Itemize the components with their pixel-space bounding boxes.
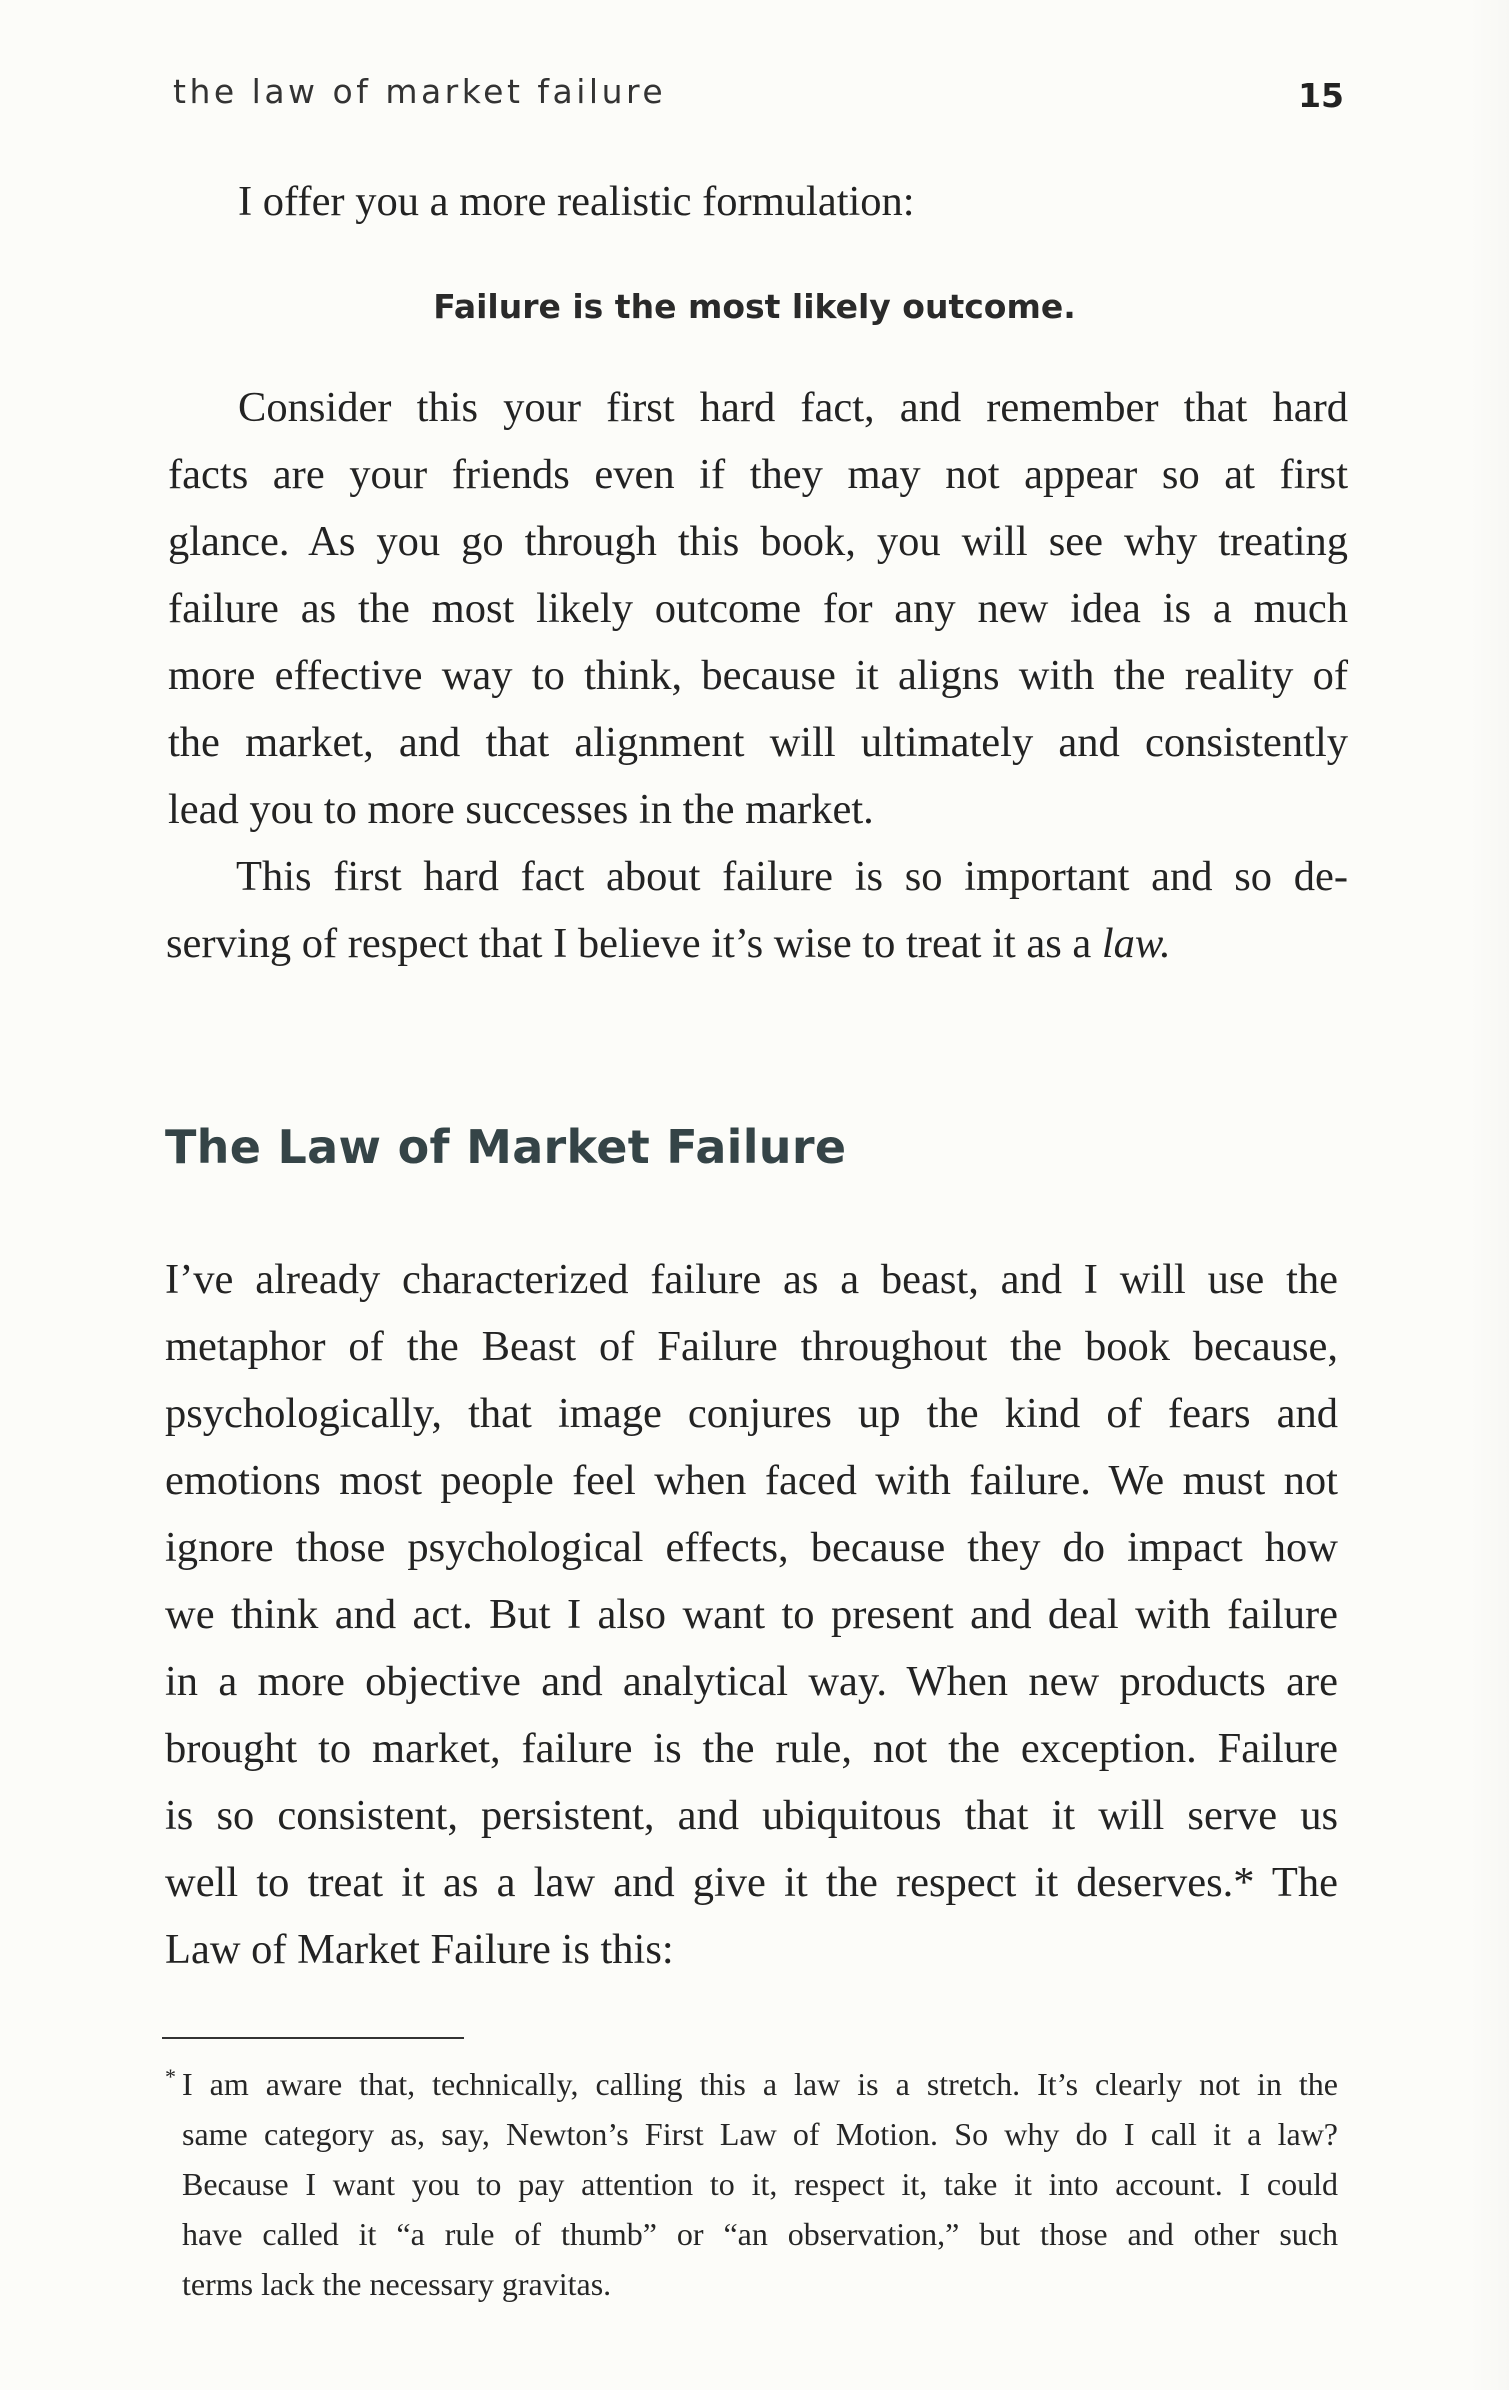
footnote-line: have called it “a rule of thumb” or “an observation,” but those and other such [182, 2216, 1338, 2252]
footnote-marker-line [165, 2064, 176, 2100]
paragraph-1-line: failure as the most likely outcome for any new idea is a much [168, 585, 1348, 632]
footnote-line: terms lack the necessary gravitas. [182, 2266, 612, 2302]
paragraph-2-line [166, 920, 1171, 967]
paragraph-3-line: is so consistent, persistent, and ubiquitous that it will serve us [165, 1792, 1338, 1839]
intro-line: I offer you a more realistic formulation: [238, 178, 915, 225]
paragraph-2-text: serving of respect that I believe it’s wise to treat it as a [166, 920, 1092, 967]
page-edge-shade [1469, 0, 1509, 2390]
paragraph-3-line: ignore those psychological effects, because they do impact how [165, 1524, 1338, 1571]
paragraph-3-line: psychologically, that image conjures up the kind of fears and [165, 1390, 1338, 1437]
section-heading: The Law of Market Failure [165, 1120, 847, 1174]
paragraph-3-line: emotions most people feel when faced with failure. We must not [165, 1457, 1338, 1504]
paragraph-1-line: the market, and that alignment will ultimately and consistently [168, 719, 1348, 766]
footnote-line: same category as, say, Newton’s First Law of Motion. So why do I call it a law? [182, 2116, 1338, 2152]
paragraph-3-line: I’ve already characterized failure as a beast, and I will use the [165, 1256, 1338, 1303]
paragraph-2-italic-word: law. [1101, 920, 1171, 967]
footnote-marker: * [165, 2064, 176, 2089]
paragraph-3-line: in a more objective and analytical way. When new products are [165, 1658, 1338, 1705]
paragraph-3-line: well to treat it as a law and give it the respect it deserves.* The [165, 1859, 1338, 1906]
page-number: 15 [1298, 76, 1344, 115]
paragraph-1-line: more effective way to think, because it aligns with the reality of [168, 652, 1348, 699]
paragraph-1-line: glance. As you go through this book, you will see why treating [168, 518, 1348, 565]
paragraph-1-line: facts are your friends even if they may not appear so at first [168, 451, 1348, 498]
paragraph-3-line: brought to market, failure is the rule, not the exception. Failure [165, 1725, 1338, 1772]
paragraph-3-line: we think and act. But I also want to present and deal with failure [165, 1591, 1338, 1638]
paragraph-1-line: Consider this your first hard fact, and remember that hard [238, 384, 1348, 431]
footnote-line: I am aware that, technically, calling this a law is a stretch. It’s clearly not in the [182, 2066, 1338, 2102]
paragraph-2-line: This first hard fact about failure is so important and so de- [236, 853, 1348, 900]
running-header: the law of market failure [173, 72, 667, 111]
footnote-rule [162, 2037, 464, 2039]
paragraph-3-line: Law of Market Failure is this: [165, 1926, 674, 1973]
paragraph-1-line: lead you to more successes in the market. [168, 786, 874, 833]
footnote-line: Because I want you to pay attention to it, respect it, take it into account. I could [182, 2166, 1338, 2202]
paragraph-3-line: metaphor of the Beast of Failure throughout the book because, [165, 1323, 1338, 1370]
callout-statement: Failure is the most likely outcome. [433, 287, 1076, 326]
